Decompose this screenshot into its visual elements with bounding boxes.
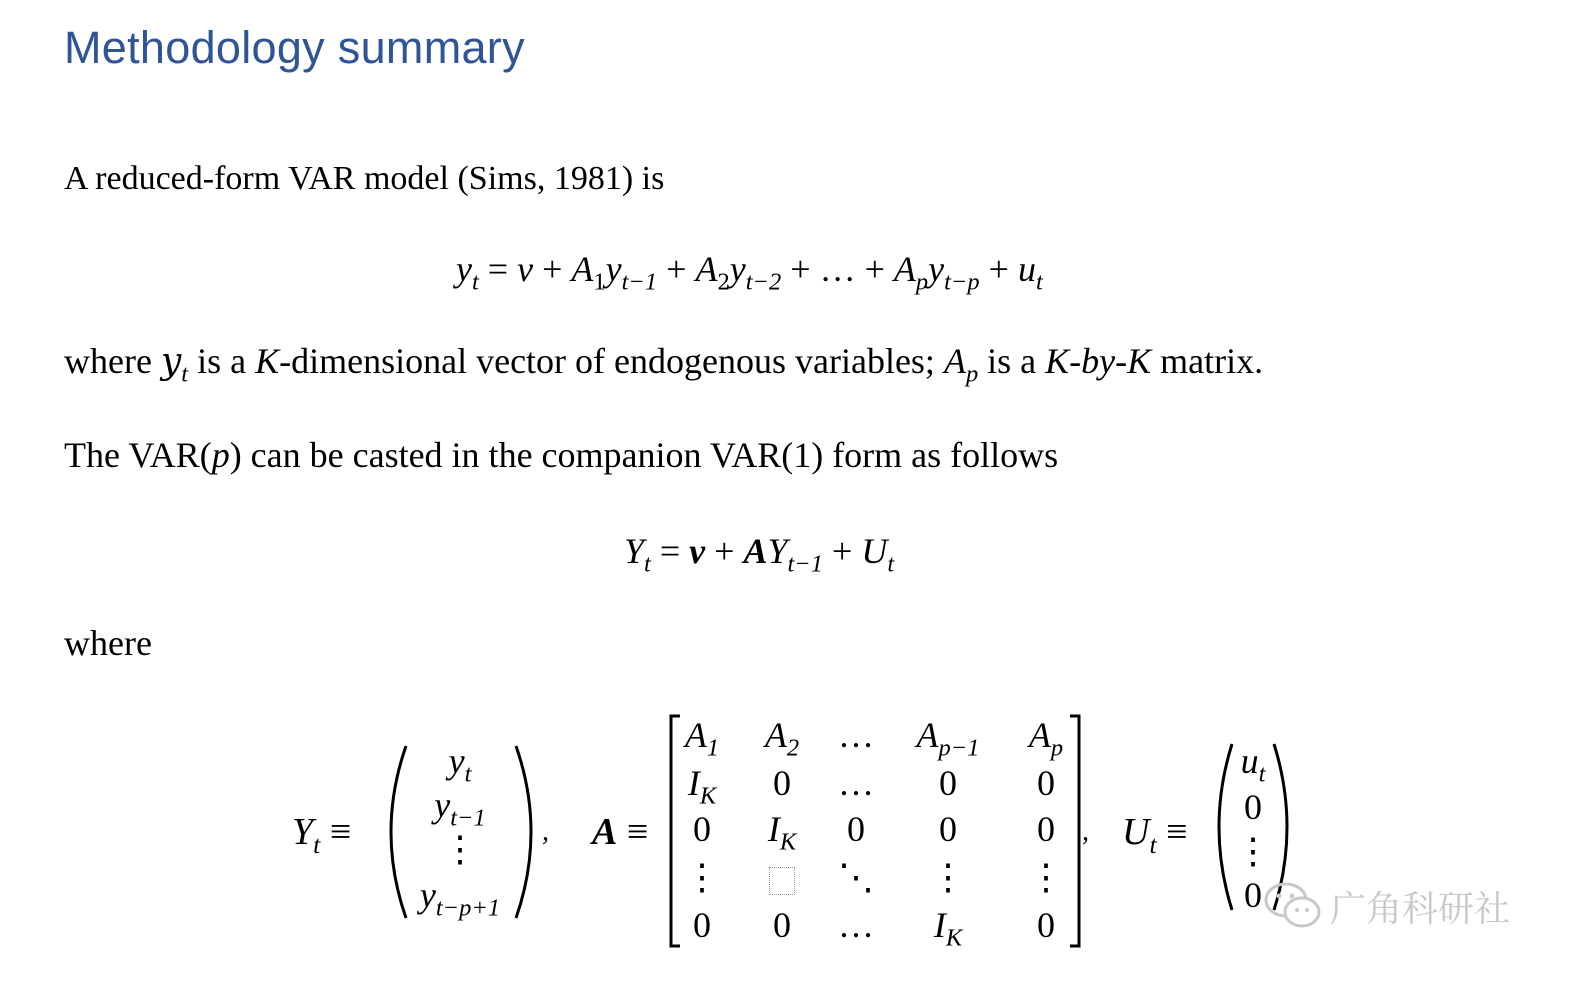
- companion-text: The VAR(p) can be casted in the companion VAR(1) form as follows: [64, 435, 1059, 475]
- Y-vector-entry: $y_{t-1}$: [434, 785, 486, 832]
- A-matrix-cell: [769, 856, 795, 898]
- U-left-paren: [1210, 742, 1234, 912]
- comma-1: ,: [542, 816, 549, 847]
- where-label: where: [64, 623, 152, 663]
- A-matrix-cell: ⋮: [930, 857, 966, 897]
- Y-left-paren: [380, 744, 410, 920]
- A-matrix-cell: 0: [939, 763, 957, 803]
- A-matrix-cell: 0: [1037, 763, 1055, 803]
- Y-definition-label: $Y_t$ ≡: [292, 811, 352, 860]
- U-definition-label: $U_t$ ≡: [1122, 811, 1188, 860]
- A-matrix-cell: …: [838, 905, 874, 945]
- Y-vector-entry: $y_t$: [448, 741, 472, 788]
- A-matrix-cell: 0: [847, 809, 865, 849]
- watermark: [1262, 878, 1510, 934]
- A-left-bracket: [668, 714, 682, 948]
- A-matrix-cell: 0: [693, 905, 711, 945]
- A-matrix-cell: 0: [693, 809, 711, 849]
- U-vector-entry: $u_t$: [1240, 741, 1266, 788]
- where-definition: where $y_t$ is a K-dimensional vector of endogenous variables; $A_p$ is a K-by-K matrix.: [64, 341, 1264, 388]
- A-definition-label: A ≡: [592, 811, 649, 853]
- A-matrix-cell: $I_K$: [687, 763, 717, 810]
- A-matrix-cell: 0: [1037, 905, 1055, 945]
- page-title: Methodology summary: [64, 22, 525, 73]
- A-matrix-cell: 0: [773, 763, 791, 803]
- U-vector-entry: ⋮: [1235, 831, 1271, 871]
- A-matrix-cell: 0: [773, 905, 791, 945]
- Y-right-paren: [512, 744, 542, 920]
- A-matrix-cell: $A_1$: [684, 715, 720, 762]
- wechat-icon: [1262, 878, 1324, 934]
- U-vector-entry: 0: [1244, 875, 1262, 915]
- A-matrix-cell: $A_2$: [764, 715, 800, 762]
- A-matrix-cell: …: [838, 715, 874, 755]
- Y-vector-entry: $y_{t-p+1}$: [419, 875, 501, 922]
- A-matrix-cell: $A_p$: [1028, 715, 1064, 762]
- watermark-text: 广角科研社: [1330, 888, 1511, 930]
- A-matrix-cell: $I_K$: [767, 809, 797, 856]
- A-matrix-cell: …: [838, 763, 874, 803]
- intro-text: A reduced-form VAR model (Sims, 1981) is: [64, 160, 665, 197]
- Y-vector-entry: ⋮: [442, 829, 478, 869]
- A-matrix-cell: $A_{p-1}$: [916, 715, 980, 762]
- U-vector-entry: 0: [1244, 787, 1262, 827]
- A-matrix-cell: ⋱: [838, 857, 874, 897]
- A-matrix-cell: 0: [939, 809, 957, 849]
- var-equation: $y_t = v + A_1y_{t-1} + A_2y_{t-2}$ + … + $A_py_{t-p} + u_t$: [456, 249, 1043, 296]
- A-matrix-cell: ⋮: [684, 857, 720, 897]
- companion-equation: $Y_t = v + AY_{t-1} + U_t$: [624, 531, 895, 578]
- comma-2: ,: [1082, 816, 1089, 847]
- A-matrix-cell: ⋮: [1028, 857, 1064, 897]
- A-right-bracket: [1068, 714, 1082, 948]
- A-matrix-cell: 0: [1037, 809, 1055, 849]
- A-matrix-cell: $I_K$: [933, 905, 963, 952]
